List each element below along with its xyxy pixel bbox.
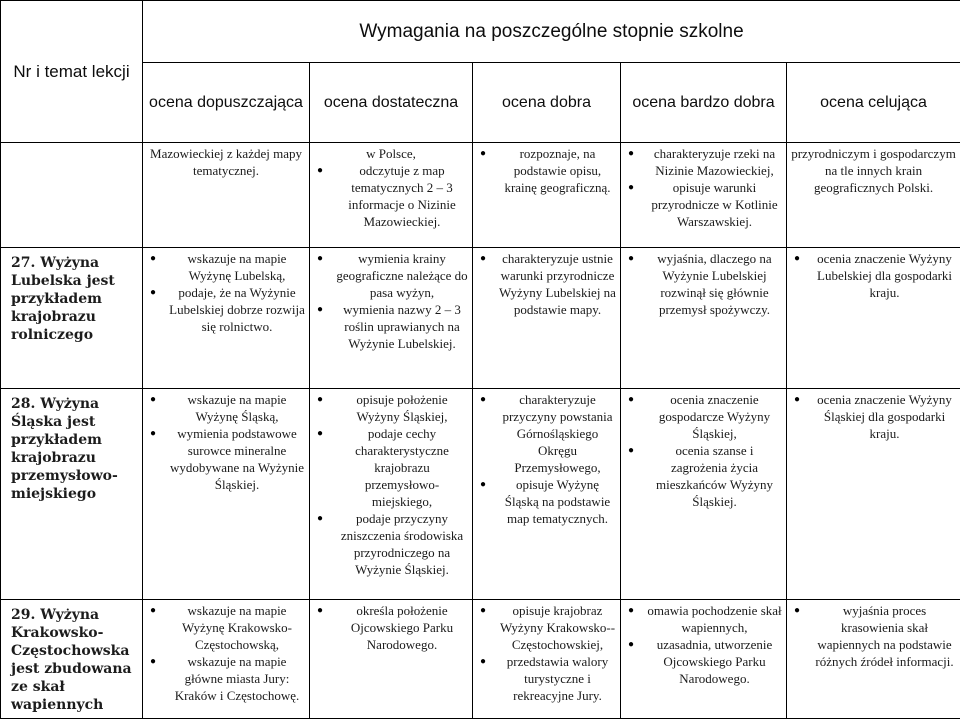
list-item: ● charakteryzuje ustnie warunki przyrodnicze Wyżyny Lubelskiej na podstawie mapy. <box>477 250 616 318</box>
list-item: ● wskazuje na mapie główne miasta Jury: Kraków i Częstochowę. <box>147 653 305 704</box>
requirement-list <box>791 602 956 670</box>
list-item: ● omawia pochodzenie skał wapiennych, <box>625 602 782 636</box>
grade-header-dobra: ocena dobra <box>473 63 621 143</box>
requirement-list <box>625 391 782 510</box>
requirement-cell-dostateczna <box>310 600 473 719</box>
requirement-cell-celujaca <box>787 143 960 248</box>
requirement-cell-bardzo-dobra <box>621 143 787 248</box>
requirement-cell-dopuszczajaca <box>143 389 310 600</box>
list-item: ● wymienia nazwy 2 – 3 roślin uprawianych na Wyżynie Lubelskiej. <box>314 301 468 352</box>
header-row-title <box>1 1 960 63</box>
table-row <box>1 389 960 600</box>
list-item: ● uzasadnia, utworzenie Ojcowskiego Parku Narodowego. <box>625 636 782 687</box>
list-item: ● określa położenie Ojcowskiego Parku Narodowego. <box>314 602 468 653</box>
list-item: ● ocenia znaczenie gospodarcze Wyżyny Śląskiej, <box>625 391 782 442</box>
list-item: ● wymienia podstawowe surowce mineralne wydobywane na Wyżynie Śląskiej. <box>147 425 305 493</box>
requirement-list <box>477 391 616 527</box>
requirement-list <box>477 145 616 196</box>
list-item: ● charakteryzuje rzeki na Nizinie Mazowieckiej, <box>625 145 782 179</box>
header-row-grades <box>1 63 960 143</box>
requirement-cell-celujaca <box>787 600 960 719</box>
requirement-cell-celujaca <box>787 389 960 600</box>
requirement-text: Mazowieckiej z każdej mapy tematycznej. <box>147 145 305 179</box>
requirement-list <box>314 250 468 352</box>
list-item: ● podaje cechy charakterystyczne krajobrazu przemysłowo-miejskiego, <box>314 425 468 510</box>
list-item: ● charakteryzuje przyczyny powstania Górnośląskiego Okręgu Przemysłowego, <box>477 391 616 476</box>
requirement-cell-dostateczna <box>310 143 473 248</box>
requirement-cell-dostateczna <box>310 389 473 600</box>
lesson-title <box>1 143 143 248</box>
list-item: ● podaje przyczyny zniszczenia środowiska przyrodniczego na Wyżynie Śląskiej. <box>314 510 468 578</box>
requirement-cell-bardzo-dobra <box>621 600 787 719</box>
list-item: ● ocenia znaczenie Wyżyny Śląskiej dla gospodarki kraju. <box>791 391 956 442</box>
list-item: ● wyjaśnia, dlaczego na Wyżynie Lubelskiej rozwinął się głównie przemysł spożywczy. <box>625 250 782 318</box>
list-item: ● ocenia szanse i zagrożenia życia mieszkańców Wyżyny Śląskiej. <box>625 442 782 510</box>
list-item: ● odczytuje z map tematycznych 2 – 3 informacje o Nizinie Mazowieckiej. <box>314 162 468 230</box>
requirement-cell-dopuszczajaca <box>143 248 310 389</box>
requirement-list <box>477 602 616 704</box>
grade-header-dostateczna: ocena dostateczna <box>310 63 473 143</box>
grade-header-bardzo-dobra: ocena bardzo dobra <box>621 63 787 143</box>
requirement-cell-dobra <box>473 248 621 389</box>
grade-header-celujaca: ocena celująca <box>787 63 960 143</box>
requirement-list <box>147 602 305 704</box>
list-item: ● opisuje Wyżynę Śląską na podstawie map tematycznych. <box>477 476 616 527</box>
requirement-cell-bardzo-dobra <box>621 248 787 389</box>
lesson-column-header: Nr i temat lekcji <box>1 1 143 143</box>
requirement-list <box>625 602 782 687</box>
requirement-list <box>791 250 956 301</box>
requirement-cell-dopuszczajaca <box>143 600 310 719</box>
list-item: ● wyjaśnia proces krasowienia skał wapiennych na podstawie różnych źródeł informacji. <box>791 602 956 670</box>
requirement-cell-dobra <box>473 143 621 248</box>
lesson-title: 28. Wyżyna Śląska jest przykładem krajobrazu przemysłowo-miejskiego <box>1 389 143 600</box>
list-item: ● ocenia znaczenie Wyżyny Lubelskiej dla gospodarki kraju. <box>791 250 956 301</box>
lesson-title: 29. Wyżyna Krakowsko-Częstochowska jest zbudowana ze skał wapiennych <box>1 600 143 719</box>
list-item: ● opisuje warunki przyrodnicze w Kotlinie Warszawskiej. <box>625 179 782 230</box>
requirement-cell-bardzo-dobra <box>621 389 787 600</box>
requirement-list <box>625 250 782 318</box>
requirement-cell-dobra <box>473 389 621 600</box>
list-item: ● opisuje położenie Wyżyny Śląskiej, <box>314 391 468 425</box>
list-item: ● rozpoznaje, na podstawie opisu, krainę geograficzną. <box>477 145 616 196</box>
list-item: ● wymienia krainy geograficzne należące do pasa wyżyn, <box>314 250 468 301</box>
requirement-list <box>147 250 305 335</box>
requirement-list <box>147 391 305 493</box>
list-item: ● opisuje krajobraz Wyżyny Krakowsko--Częstochowskiej, <box>477 602 616 653</box>
requirement-list <box>791 391 956 442</box>
table-row <box>1 600 960 719</box>
requirement-list <box>477 250 616 318</box>
requirement-cell-celujaca <box>787 248 960 389</box>
list-item: ● wskazuje na mapie Wyżynę Lubelską, <box>147 250 305 284</box>
requirement-text: przyrodniczym i gospodarczym na tle innych krain geograficznych Polski. <box>791 145 956 196</box>
requirement-list <box>314 391 468 578</box>
table-title: Wymagania na poszczególne stopnie szkolne <box>143 1 960 63</box>
table-row <box>1 248 960 389</box>
requirement-list <box>625 145 782 230</box>
lesson-title: 27. Wyżyna Lubelska jest przykładem krajobrazu rolniczego <box>1 248 143 389</box>
requirement-cell-dopuszczajaca <box>143 143 310 248</box>
table-row <box>1 143 960 248</box>
requirement-cell-dostateczna <box>310 248 473 389</box>
list-item: ● wskazuje na mapie Wyżynę Śląską, <box>147 391 305 425</box>
list-item: ● podaje, że na Wyżynie Lubelskiej dobrze rozwija się rolnictwo. <box>147 284 305 335</box>
requirement-list <box>314 162 468 230</box>
list-item: ● wskazuje na mapie Wyżynę Krakowsko-Częstochowską, <box>147 602 305 653</box>
list-item: ● przedstawia walory turystyczne i rekreacyjne Jury. <box>477 653 616 704</box>
grade-header-dopuszczajaca: ocena dopuszczająca <box>143 63 310 143</box>
requirement-text: w Polsce, <box>314 145 468 162</box>
requirement-list <box>314 602 468 653</box>
requirement-cell-dobra <box>473 600 621 719</box>
